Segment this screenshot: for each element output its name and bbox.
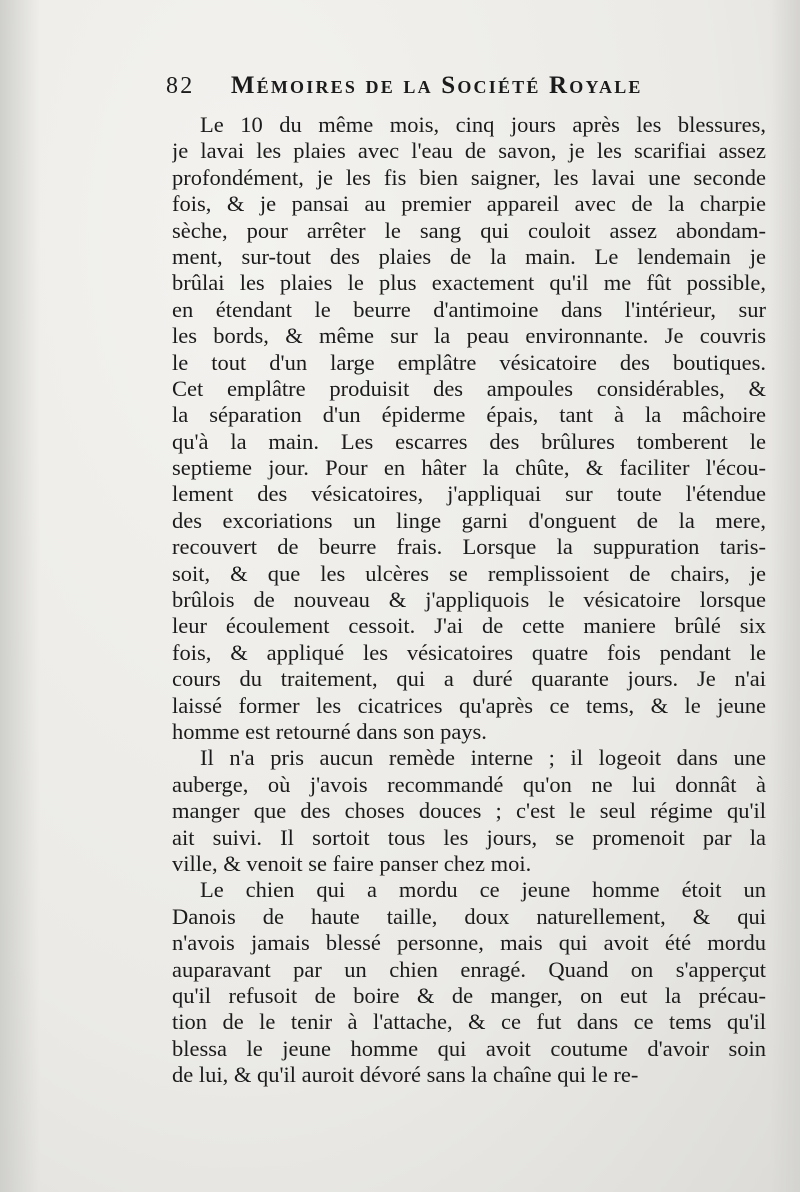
text-line: recouvert de beurre frais. Lorsque la suppuration taris- — [172, 534, 766, 560]
text-line: homme est retourné dans son pays. — [172, 718, 487, 744]
text-line: soit, & que les ulcères se remplissoient de chairs, je — [172, 560, 766, 586]
text-line: blessa le jeune homme qui avoit coutume d'avoir soin — [172, 1035, 766, 1061]
text-line: Il n'a pris aucun remède interne ; il logeoit dans une — [200, 745, 766, 771]
text-line: qu'il refusoit de boire & de manger, on eut la précau- — [172, 982, 766, 1008]
text-line: la séparation d'un épiderme épais, tant à la mâchoire — [172, 402, 766, 428]
text-line: fois, & appliqué les vésicatoires quatre fois pendant le — [172, 639, 766, 665]
text-line: tion de le tenir à l'attache, & ce fut dans ce tems qu'il — [172, 1009, 766, 1035]
text-line: des excoriations un linge garni d'onguent de la mere, — [172, 507, 766, 533]
text-line: Le chien qui a mordu ce jeune homme étoit un — [200, 877, 766, 903]
page-number: 82 — [166, 73, 195, 99]
paragraph — [172, 877, 766, 1088]
text-line: en étendant le beurre d'antimoine dans l'intérieur, sur — [172, 296, 766, 322]
text-line: les bords, & même sur la peau environnante. Je couvris — [172, 323, 766, 349]
text-line: leur écoulement cessoit. J'ai de cette maniere brûlé six — [172, 613, 766, 639]
text-line: brûlai les plaies le plus exactement qu'il me fût possible, — [172, 270, 766, 296]
text-line: sèche, pour arrêter le sang qui couloit assez abondam- — [172, 217, 766, 243]
running-title: Mémoires de la Société Royale — [230, 72, 643, 99]
text-line: septieme jour. Pour en hâter la chûte, & faciliter l'écou- — [172, 455, 766, 481]
text-line: brûlois de nouveau & j'appliquois le vésicatoire lorsque — [172, 587, 766, 613]
body-text — [172, 112, 766, 1088]
text-line: laissé former les cicatrices qu'après ce tems, & le jeune — [172, 692, 766, 718]
text-line: profondément, je les fis bien saigner, les lavai une seconde — [172, 164, 766, 190]
text-line: qu'à la main. Les escarres des brûlures tomberent le — [172, 428, 766, 454]
text-line: cours du traitement, qui a duré quarante jours. Je n'ai — [172, 666, 766, 692]
text-line: le tout d'un large emplâtre vésicatoire des boutiques. — [172, 349, 766, 375]
text-line: ait suivi. Il sortoit tous les jours, se promenoit par la — [172, 824, 766, 850]
text-line: n'avois jamais blessé personne, mais qui avoit été mordu — [172, 930, 766, 956]
text-line: auberge, où j'avois recommandé qu'on ne lui donnât à — [172, 771, 766, 797]
paragraph — [172, 745, 766, 877]
text-line: Cet emplâtre produisit des ampoules considérables, & — [172, 375, 766, 401]
text-line: de lui, & qu'il auroit dévoré sans la chaîne qui le re- — [172, 1062, 639, 1088]
text-line: Danois de haute taille, doux naturellement, & qui — [172, 903, 766, 929]
text-line: ment, sur-tout des plaies de la main. Le lendemain je — [172, 243, 766, 269]
text-line: fois, & je pansai au premier appareil avec de la charpie — [172, 191, 766, 217]
text-line: auparavant par un chien enragé. Quand on s'apperçut — [172, 956, 766, 982]
paragraph — [172, 112, 766, 745]
page-header — [166, 72, 786, 112]
text-line: je lavai les plaies avec l'eau de savon, je les scarifiai assez — [172, 138, 766, 164]
text-line: manger que des choses douces ; c'est le seul régime qu'il — [172, 798, 766, 824]
text-line: ville, & venoit se faire panser chez moi. — [172, 850, 532, 876]
text-line: Le 10 du même mois, cinq jours après les blessures, — [200, 112, 766, 137]
text-line: lement des vésicatoires, j'appliquai sur toute l'étendue — [172, 481, 766, 507]
